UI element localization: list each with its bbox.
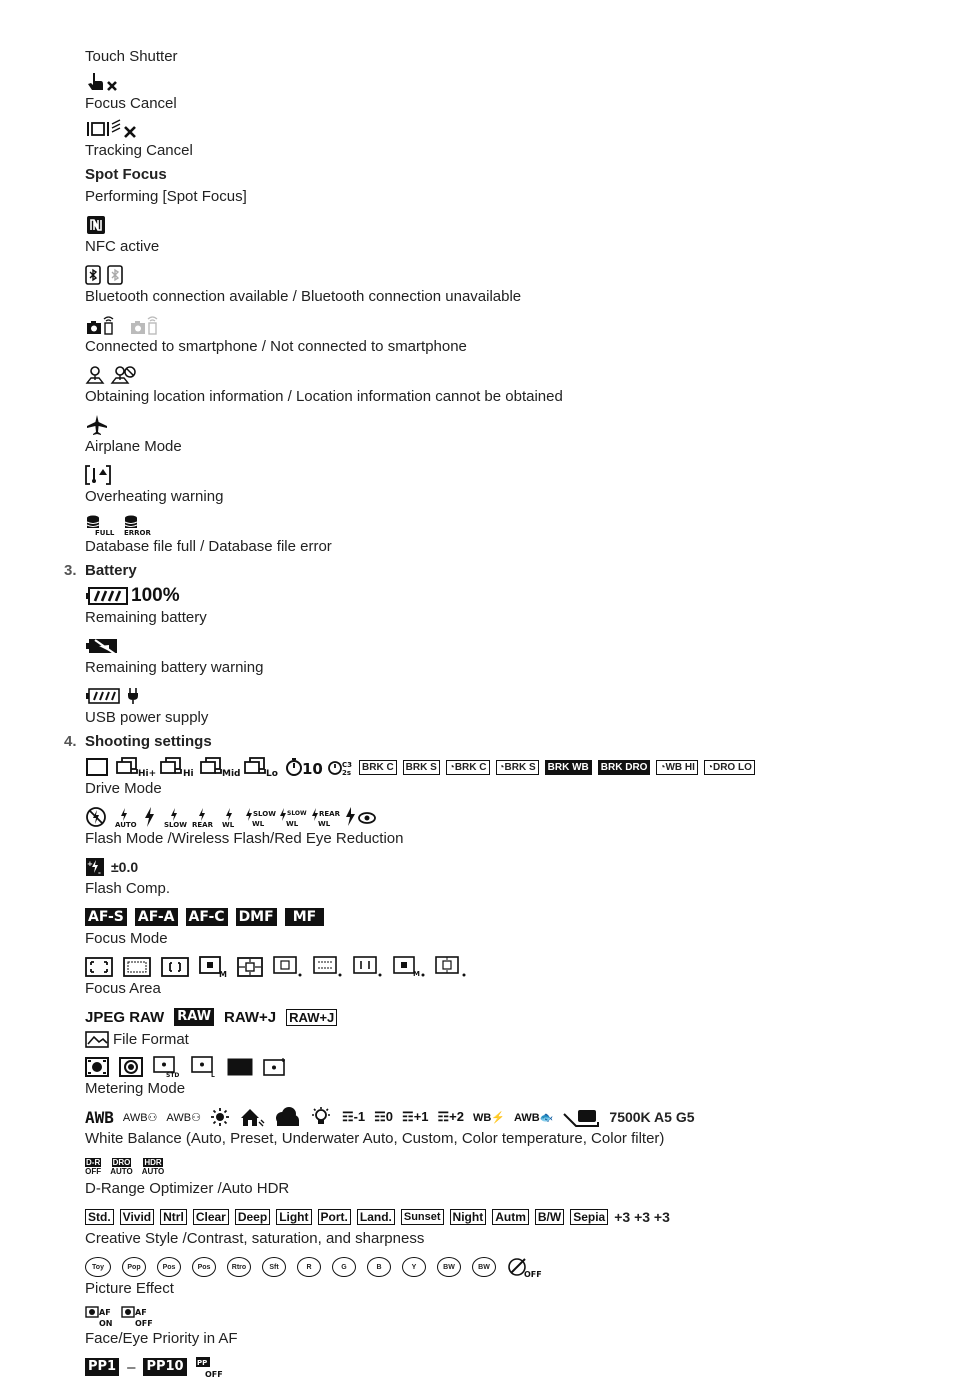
svg-text:REAR: REAR bbox=[319, 810, 340, 818]
svg-text:STD: STD bbox=[166, 1072, 180, 1079]
smartphone-connected-icon bbox=[85, 314, 117, 336]
tracking-cancel-label: Tracking Cancel bbox=[85, 142, 193, 159]
battery-full-icon bbox=[85, 586, 129, 606]
creative-style-label: Creative Style /Contrast, saturation, and sharpness bbox=[85, 1230, 425, 1247]
retro-photo-icon: Rtro bbox=[227, 1257, 251, 1277]
pp-dash: – bbox=[127, 1358, 136, 1376]
svg-text:C3: C3 bbox=[342, 761, 353, 769]
spot-metering-large-icon bbox=[191, 1056, 217, 1078]
entire-screen-avg-icon bbox=[227, 1057, 253, 1077]
flash-mode-label: Flash Mode /Wireless Flash/Red Eye Reduction bbox=[85, 830, 404, 847]
icon-legend-list bbox=[64, 47, 925, 1379]
rear-wireless-icon bbox=[309, 806, 340, 828]
lockon-center-icon bbox=[353, 956, 383, 978]
style-vivid-icon: Vivid bbox=[120, 1209, 154, 1225]
rich-tone-mono-icon: BW bbox=[472, 1257, 496, 1277]
flash-comp-value: ±0.0 bbox=[111, 859, 139, 875]
spot-focus-label: Performing [Spot Focus] bbox=[85, 188, 247, 205]
touch-shutter-label: Touch Shutter bbox=[85, 48, 178, 65]
posterization-bw-icon: Pos bbox=[192, 1257, 216, 1277]
svg-text:2s: 2s bbox=[342, 769, 352, 777]
raw-jpeg-icon: RAW+J bbox=[224, 1008, 277, 1026]
picture-effect-label: Picture Effect bbox=[85, 1280, 174, 1297]
smartphone-label: Connected to smartphone / Not connected to smartphone bbox=[85, 338, 467, 355]
style-portrait-icon: Port. bbox=[318, 1209, 351, 1225]
svg-text:OFF: OFF bbox=[524, 1270, 542, 1279]
posterization-color-icon: Pos bbox=[157, 1257, 181, 1277]
self-timer-cont-icon bbox=[327, 757, 353, 777]
focus-cancel-icons bbox=[85, 70, 925, 94]
slow-wireless-alt-icon bbox=[277, 806, 307, 828]
shooting-heading bbox=[64, 732, 925, 752]
continuous-mid-icon bbox=[199, 757, 241, 779]
overheating-icon bbox=[85, 465, 111, 485]
bluetooth-unavailable-icon bbox=[107, 265, 123, 285]
white-balance-label: White Balance (Auto, Preset, Underwater Auto, Custom, Color temperature, Color filter) bbox=[85, 1130, 665, 1147]
white-balance-icons bbox=[85, 1105, 925, 1129]
continuous-lo-icon bbox=[243, 757, 279, 777]
shooting-section-number: 4. bbox=[64, 733, 77, 750]
custom-wb-icon bbox=[562, 1106, 600, 1128]
svg-text:M: M bbox=[413, 970, 420, 978]
wb-value: 7500K A5 G5 bbox=[609, 1109, 695, 1125]
location-label: Obtaining location information / Location information cannot be obtained bbox=[85, 388, 563, 405]
overheating-icons bbox=[85, 463, 925, 487]
incandescent-icon bbox=[309, 1106, 333, 1128]
raw-compressed-icon: RAW bbox=[174, 1008, 214, 1026]
af-s-icon: AF-S bbox=[85, 908, 127, 926]
timer-wb-bracket-icon: ◔WB HI bbox=[656, 760, 697, 775]
zone-area-icon bbox=[123, 957, 151, 977]
multi-metering-icon bbox=[85, 1057, 109, 1077]
style-neutral-icon: Ntrl bbox=[160, 1209, 187, 1225]
usb-power-label: USB power supply bbox=[85, 709, 209, 726]
pp10-icon: PP10 bbox=[143, 1358, 186, 1376]
partial-color-green-icon: G bbox=[332, 1257, 356, 1277]
nfc-label: NFC active bbox=[85, 238, 160, 255]
high-contrast-mono-icon: BW bbox=[437, 1257, 461, 1277]
lockon-flexible-spot-icon bbox=[393, 956, 425, 978]
continuous-hi-plus-icon bbox=[115, 757, 157, 779]
timer-dro-bracket-icon: ◔DRO LO bbox=[704, 760, 755, 775]
bluetooth-label: Bluetooth connection available / Bluetooth connection unavailable bbox=[85, 288, 522, 305]
awb-ambience-icon: AWB⚇ bbox=[122, 1111, 158, 1124]
underwater-auto-icon: AWB🐟 bbox=[514, 1111, 554, 1124]
face-eye-on-icon bbox=[85, 1306, 115, 1328]
svg-text:Hi: Hi bbox=[183, 769, 194, 779]
flash-off-icon bbox=[85, 806, 107, 828]
style-std-icon: Std. bbox=[85, 1209, 114, 1225]
usb-power-icons bbox=[85, 684, 925, 708]
airplane-label: Airplane Mode bbox=[85, 438, 182, 455]
style-sunset-icon: Sunset bbox=[401, 1209, 444, 1225]
battery-remaining-label: Remaining battery bbox=[85, 609, 207, 626]
drive-mode-icons bbox=[85, 755, 925, 779]
picture-effect-icons bbox=[85, 1255, 925, 1279]
self-timer-10-icon bbox=[285, 756, 321, 778]
fluorescent-daylight-icon: ☶+2 bbox=[437, 1109, 465, 1124]
bracket-single-icon: BRK S bbox=[403, 760, 440, 775]
svg-text:OFF: OFF bbox=[204, 1370, 223, 1379]
svg-text:WL: WL bbox=[318, 820, 331, 828]
wireless-flash-icon bbox=[219, 806, 237, 828]
battery-remaining-icons bbox=[85, 584, 925, 608]
svg-text:SLOW: SLOW bbox=[287, 810, 307, 817]
flash-wb-icon: WB⚡ bbox=[473, 1111, 506, 1124]
wb-bracket-icon: BRK WB bbox=[545, 760, 592, 775]
svg-text:AUTO: AUTO bbox=[115, 821, 137, 829]
bluetooth-icons bbox=[85, 263, 925, 287]
picture-profile-icons bbox=[85, 1355, 925, 1379]
expand-spot-icon bbox=[237, 957, 263, 977]
database-label: Database file full / Database file error bbox=[85, 538, 332, 555]
fluorescent-cool-icon: ☶0 bbox=[374, 1109, 394, 1124]
raw-jpeg-compressed-icon: RAW+J bbox=[286, 1009, 337, 1026]
airplane-icons bbox=[85, 413, 925, 437]
daylight-icon bbox=[210, 1107, 230, 1127]
style-clear-icon: Clear bbox=[193, 1209, 229, 1225]
airplane-icon bbox=[85, 414, 109, 436]
overheating-label: Overheating warning bbox=[85, 488, 224, 505]
hdr-auto-icon: HDR AUTO bbox=[141, 1158, 165, 1176]
svg-text:OFF: OFF bbox=[135, 1319, 153, 1328]
focus-mode-icons bbox=[85, 905, 925, 929]
dro-icons bbox=[85, 1155, 925, 1179]
face-eye-label: Face/Eye Priority in AF bbox=[85, 1330, 238, 1347]
continuous-hi-icon bbox=[159, 757, 193, 777]
smartphone-disconnected-icon bbox=[129, 314, 161, 336]
style-values: +3 +3 +3 bbox=[614, 1209, 670, 1225]
image-file-icon bbox=[85, 1029, 111, 1049]
style-autumn-icon: Autm bbox=[492, 1209, 529, 1225]
style-sepia-icon: Sepia bbox=[570, 1209, 608, 1225]
svg-text:FULL: FULL bbox=[95, 529, 115, 537]
fill-flash-icon bbox=[141, 806, 157, 828]
location-unavailable-icon bbox=[111, 365, 137, 385]
pop-color-icon: Pop bbox=[122, 1257, 146, 1277]
database-full-icon bbox=[85, 514, 117, 536]
bracket-cont-icon: BRK C bbox=[359, 760, 397, 775]
touch-cancel-icon bbox=[85, 71, 121, 93]
focus-mode-label: Focus Mode bbox=[85, 930, 168, 947]
battery-warning-icons bbox=[85, 634, 925, 658]
center-metering-icon bbox=[119, 1057, 143, 1077]
tracking-cancel-icons bbox=[85, 117, 925, 141]
red-eye-reduction-icon bbox=[343, 806, 377, 828]
creative-style-icons bbox=[85, 1205, 925, 1229]
power-plug-icon bbox=[127, 687, 139, 705]
cloudy-icon bbox=[274, 1106, 300, 1128]
awb-icon: AWB bbox=[85, 1107, 114, 1127]
partial-color-red-icon: R bbox=[297, 1257, 321, 1277]
svg-text:-: - bbox=[98, 869, 101, 877]
dro-auto-icon: DRO AUTO bbox=[110, 1158, 133, 1176]
file-format-icons bbox=[85, 1005, 925, 1029]
battery-section-number: 3. bbox=[64, 562, 77, 579]
mf-icon: MF bbox=[285, 908, 325, 926]
slow-wireless-icon bbox=[243, 806, 276, 828]
dmf-icon: DMF bbox=[236, 908, 277, 926]
slow-sync-icon bbox=[163, 806, 185, 828]
toy-camera-icon: Toy bbox=[85, 1257, 111, 1277]
flash-comp-icon bbox=[85, 857, 105, 877]
metering-mode-label: Metering Mode bbox=[85, 1080, 186, 1097]
svg-text:ERROR: ERROR bbox=[124, 529, 151, 537]
file-format-row bbox=[85, 1029, 925, 1049]
fluorescent-day-white-icon: ☶+1 bbox=[402, 1109, 429, 1124]
af-c-icon: AF-C bbox=[186, 908, 228, 926]
style-deep-icon: Deep bbox=[235, 1209, 270, 1225]
af-a-icon: AF-A bbox=[135, 908, 178, 926]
wide-area-icon bbox=[85, 957, 113, 977]
svg-text:SLOW: SLOW bbox=[164, 821, 187, 829]
svg-text:ON: ON bbox=[99, 1319, 113, 1328]
style-light-icon: Light bbox=[276, 1209, 311, 1225]
smartphone-icons bbox=[85, 313, 925, 337]
svg-text:M: M bbox=[219, 970, 227, 979]
battery-usb-icon bbox=[85, 687, 121, 705]
svg-text:Mid: Mid bbox=[222, 769, 241, 779]
location-icons bbox=[85, 363, 925, 387]
lockon-zone-icon bbox=[313, 956, 343, 978]
focus-cancel-label: Focus Cancel bbox=[85, 95, 177, 112]
dro-label: D-Range Optimizer /Auto HDR bbox=[85, 1180, 290, 1197]
svg-text:REAR: REAR bbox=[192, 821, 213, 829]
dro-off-icon: D-R OFF bbox=[85, 1158, 102, 1176]
shooting-section-title: Shooting settings bbox=[85, 733, 212, 750]
lockon-wide-icon bbox=[273, 956, 303, 978]
svg-text:SLOW: SLOW bbox=[253, 810, 276, 818]
battery-section-title: Battery bbox=[85, 562, 137, 579]
timer-bracket-s-icon: ◔BRK S bbox=[496, 760, 539, 775]
svg-text:10: 10 bbox=[302, 760, 323, 778]
flash-mode-icons bbox=[85, 805, 925, 829]
rear-sync-icon bbox=[191, 806, 213, 828]
style-bw-icon: B/W bbox=[535, 1209, 564, 1225]
flexible-spot-icon bbox=[199, 956, 227, 978]
bluetooth-available-icon bbox=[85, 265, 101, 285]
partial-color-blue-icon: B bbox=[367, 1257, 391, 1277]
jpeg-raw-icon bbox=[85, 1009, 164, 1026]
spot-focus-heading: Spot Focus bbox=[85, 166, 167, 183]
partial-color-yellow-icon: Y bbox=[402, 1257, 426, 1277]
pp-off-icon bbox=[195, 1356, 223, 1378]
fluorescent-warm-icon: ☶-1 bbox=[341, 1109, 366, 1124]
raw-text: RAW bbox=[129, 1008, 165, 1026]
flash-auto-icon bbox=[113, 806, 135, 828]
svg-text:WL: WL bbox=[252, 820, 265, 828]
jpeg-text: JPEG bbox=[85, 1008, 126, 1026]
tracking-cancel-icon bbox=[85, 118, 141, 140]
spot-metering-std-icon bbox=[153, 1056, 181, 1078]
focus-area-icons bbox=[85, 955, 925, 979]
focus-area-label: Focus Area bbox=[85, 980, 161, 997]
lockon-expand-spot-icon bbox=[435, 956, 467, 978]
timer-bracket-c-icon: ◔BRK C bbox=[446, 760, 490, 775]
face-eye-icons bbox=[85, 1305, 925, 1329]
single-shooting-icon bbox=[85, 757, 109, 777]
drive-mode-label: Drive Mode bbox=[85, 780, 162, 797]
dro-bracket-icon: BRK DRO bbox=[598, 760, 651, 775]
pp1-icon: PP1 bbox=[85, 1358, 119, 1376]
picture-effect-off-icon bbox=[507, 1256, 541, 1278]
soft-high-key-icon: Sft bbox=[262, 1257, 286, 1277]
file-format-label: File Format bbox=[113, 1030, 189, 1048]
database-icons bbox=[85, 513, 925, 537]
svg-text:WL: WL bbox=[222, 821, 235, 829]
battery-warning-icon bbox=[85, 636, 119, 656]
svg-text:PP: PP bbox=[196, 1359, 207, 1367]
svg-text:Hi+: Hi+ bbox=[138, 769, 157, 779]
battery-heading bbox=[64, 561, 925, 581]
center-area-icon bbox=[161, 957, 189, 977]
location-obtaining-icon bbox=[85, 365, 105, 385]
awb-white-icon: AWB⚇ bbox=[166, 1111, 201, 1124]
nfc-icon bbox=[85, 214, 107, 236]
battery-percent: 100% bbox=[131, 585, 180, 606]
flash-comp-label: Flash Comp. bbox=[85, 880, 171, 897]
svg-text:Lo: Lo bbox=[266, 769, 278, 779]
svg-text:+: + bbox=[87, 860, 93, 868]
svg-text:AF: AF bbox=[99, 1308, 111, 1317]
svg-text:L: L bbox=[211, 1072, 215, 1079]
database-error-icon bbox=[123, 514, 155, 536]
shade-icon bbox=[239, 1106, 265, 1128]
nfc-icons bbox=[85, 213, 925, 237]
battery-warning-label: Remaining battery warning bbox=[85, 659, 264, 676]
style-landscape-icon: Land. bbox=[357, 1209, 395, 1225]
face-eye-off-icon bbox=[121, 1306, 151, 1328]
flash-comp-icons bbox=[85, 855, 925, 879]
svg-text:AF: AF bbox=[135, 1308, 147, 1317]
style-night-icon: Night bbox=[450, 1209, 487, 1225]
metering-mode-icons bbox=[85, 1055, 925, 1079]
highlight-metering-icon bbox=[263, 1057, 287, 1077]
svg-text:WL: WL bbox=[286, 820, 299, 828]
